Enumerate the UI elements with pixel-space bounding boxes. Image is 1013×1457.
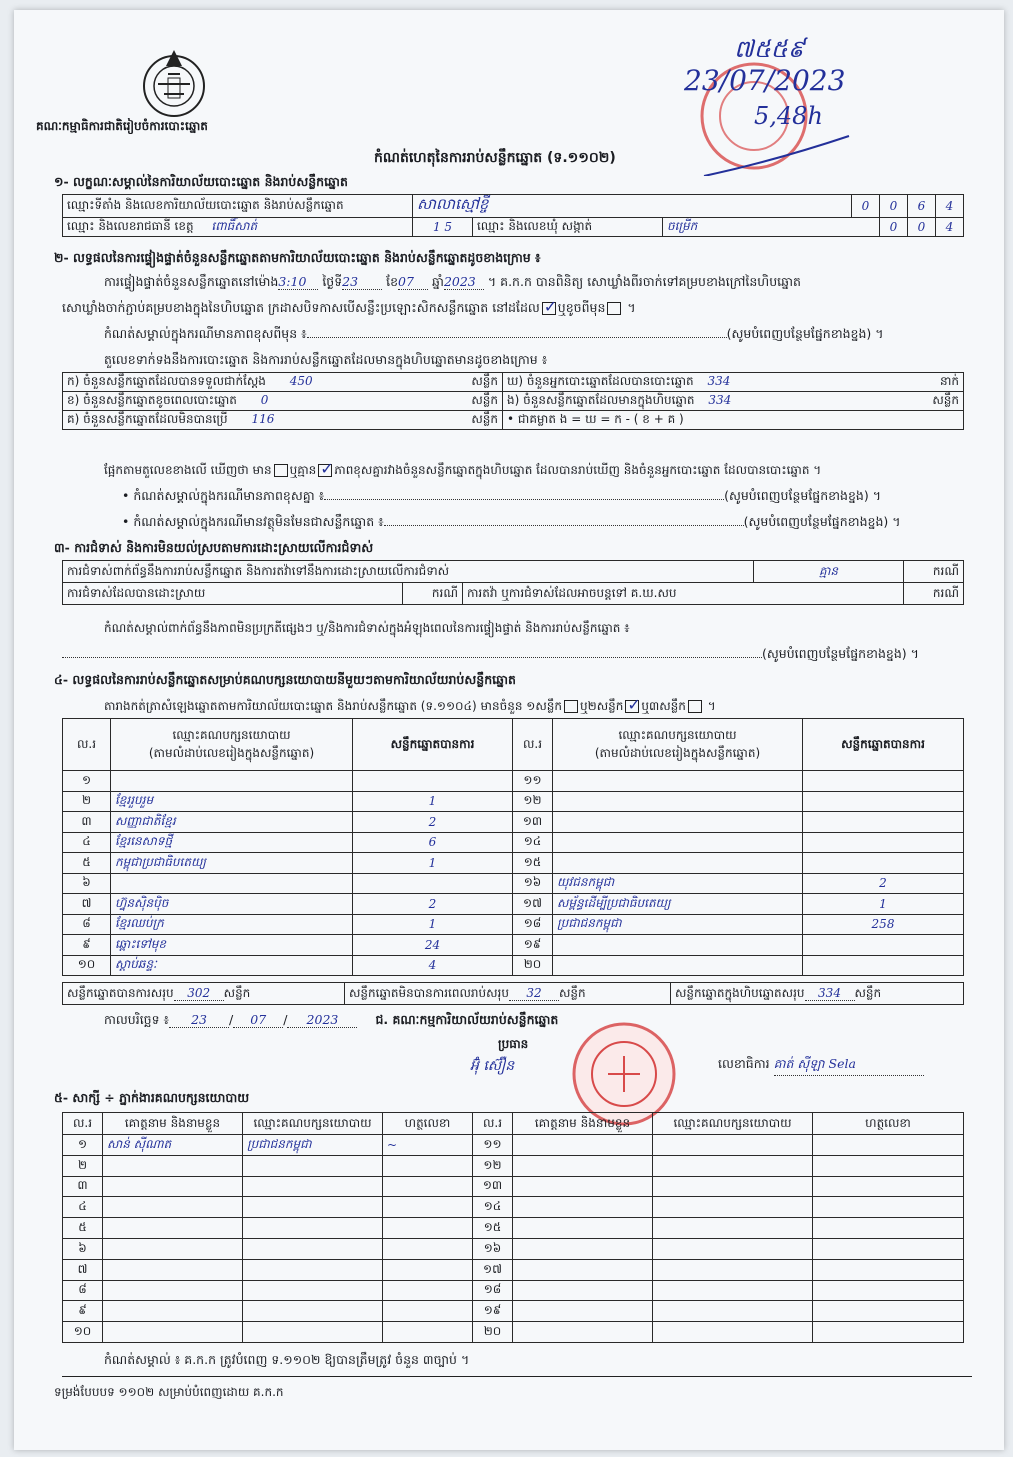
witness-row [63, 1176, 964, 1197]
witness-party [243, 1322, 383, 1343]
result-row [63, 955, 964, 976]
witness-row [63, 1259, 964, 1280]
witness-party [653, 1155, 813, 1176]
tally-sheet-line: តារាងកត់ត្រាសំឡេងឆ្នោតតាមការិយាល័យបោះឆ្នោត និងរាប់សន្លឹកឆ្នោត (ទ.១១០៤) មានចំនួន ១សន្លឹក ឬ២សន្លឹក✓ ឬ៣សន្លឹក ។ [104, 698, 716, 716]
witness-signature [383, 1155, 473, 1176]
row-number: ១៣ [473, 1176, 513, 1197]
witness-row [63, 1238, 964, 1259]
party-name [553, 812, 803, 833]
three-sheet-checkbox[interactable] [688, 700, 702, 713]
party-name [553, 832, 803, 853]
party-name: ខ្មែររួបរួម [111, 791, 353, 812]
valid-votes [803, 955, 964, 976]
party-name: ឆ្ពោះទៅមុខ [111, 935, 353, 956]
valid-votes: 2 [353, 812, 513, 833]
witness-party [243, 1155, 383, 1176]
witness-signature [813, 1280, 964, 1301]
case-label: ករណី [904, 561, 964, 583]
party-name [553, 935, 803, 956]
witness-name [103, 1322, 243, 1343]
col-signature: ហត្ថលេខា [813, 1113, 964, 1135]
row-number: ១៩ [473, 1301, 513, 1322]
col-party: ឈ្មោះគណបក្សនយោបាយ [243, 1113, 383, 1135]
col-signature: ហត្ថលេខា [383, 1113, 473, 1135]
results-table [62, 718, 964, 976]
row-number: ២០ [473, 1322, 513, 1343]
row-number: ១៩ [513, 935, 553, 956]
valid-votes: 6 [353, 832, 513, 853]
row-number: ១១ [513, 771, 553, 792]
col-party: ឈ្មោះគណបក្សនយោបាយ (តាមលំដាប់លេខរៀងក្នុងសន្លឹកឆ្នោត) [111, 719, 353, 771]
party-name [111, 873, 353, 894]
row-number: ១៤ [513, 832, 553, 853]
witness-name [513, 1238, 653, 1259]
witness-name: សាន់ ស៊ីណាត [103, 1135, 243, 1156]
row-number: ១៤ [473, 1197, 513, 1218]
witness-party: ប្រជាជនកម្ពុជា [243, 1135, 383, 1156]
witness-signature [813, 1259, 964, 1280]
witness-party [243, 1218, 383, 1239]
verification-line: ការផ្ទៀងផ្ទាត់ចំនួនសន្លឹកឆ្នោតនៅម៉ោង3:10 ថ្ងៃទី23 ខែ07 ឆ្នាំ2023 ។ គ.ក.ក បានពិនិត្យ សោឃ្លាំងពីរចាក់ទៅគម្របខាងក្រៅនៃហិបឆ្នោត [104, 274, 801, 289]
valid-votes [353, 771, 513, 792]
row-number: ១៥ [473, 1218, 513, 1239]
figures-table [62, 372, 964, 430]
figures-intro: តួលេខទាក់ទងនឹងការបោះឆ្នោត និងការរាប់សន្លឹកឆ្នោតដែលមានក្នុងហិបឆ្នោតមានដូចខាងក្រោម ៖ [104, 352, 548, 367]
stamp-date: 23/07/2023 [684, 64, 846, 97]
foreign-object-note: • កំណត់សម្គាល់ក្នុងករណីមានវត្ថុមិនមែនជាសន្លឹកឆ្នោត ៖ (សូមបំពេញបន្ថែមផ្នែកខាងខ្នង) ។ [122, 514, 901, 529]
figure-kh: ខ) ចំនួនសន្លឹកឆ្នោតខូចពេលបោះឆ្នោត 0 សន្លឹក [63, 392, 503, 411]
witness-party [243, 1197, 383, 1218]
case-label: ករណី [403, 583, 463, 605]
totals-table [62, 982, 964, 1005]
row-number: ១៧ [473, 1259, 513, 1280]
has-difference-checkbox[interactable] [274, 464, 288, 477]
party-name: ខ្មែរឈប់ក្រ [111, 914, 353, 935]
witness-party [653, 1280, 813, 1301]
witness-row [63, 1301, 964, 1322]
party-name: សញ្ញាជាតិខ្មែរ [111, 812, 353, 833]
result-row [63, 894, 964, 915]
irregularity-note: កំណត់សម្គាល់ពាក់ព័ន្ធនឹងភាពមិនប្រក្រតីផ្សេងៗ ឬ/និងការជំទាស់ក្នុងអំឡុងពេលនៃការផ្ទៀងផ្ទាត់ និងការរាប់សន្លឹកឆ្នោត ៖ [104, 621, 630, 635]
location-digit: 6 [908, 195, 936, 218]
result-row [63, 935, 964, 956]
witness-name [103, 1238, 243, 1259]
location-digit: 0 [880, 195, 908, 218]
valid-votes: 2 [803, 873, 964, 894]
witness-signature [813, 1155, 964, 1176]
row-number: ៧ [63, 894, 111, 915]
seal-line: សោឃ្លាំងចាក់ភ្ជាប់គម្របខាងក្នុងនៃហិបឆ្នោត ក្រដាសបិទកាសបើសន្លឹះប្រឡោះសិកសន្លឹកឆ្នោត នៅដដែល✓ ឬខូចពីមុន ។ [62, 300, 636, 319]
row-number: ១៧ [513, 894, 553, 915]
witness-party [653, 1301, 813, 1322]
witness-party [653, 1322, 813, 1343]
witness-name [103, 1218, 243, 1239]
row-number: ១ [63, 771, 111, 792]
party-name: ហ្វ៊ុនស៊ិនប៉ិច [111, 894, 353, 915]
witness-signature [813, 1197, 964, 1218]
witness-name [513, 1322, 653, 1343]
row-number: ៦ [63, 1238, 103, 1259]
signing-date: កាលបរិច្ឆេទ ៖ 23 / 07 / 2023 ជ. គណៈកម្មការិយាល័យរាប់សន្លឹកឆ្នោត [104, 1012, 559, 1027]
valid-votes: 1 [353, 853, 513, 874]
witness-name [513, 1176, 653, 1197]
chair-signature: អ៊ុំ ស៊ឿន [470, 1058, 515, 1074]
witness-name [513, 1135, 653, 1156]
witness-signature: ~ [383, 1135, 473, 1156]
row-number: ៣ [63, 812, 111, 833]
row-number: ៥ [63, 853, 111, 874]
witness-party [653, 1197, 813, 1218]
valid-votes [353, 873, 513, 894]
witness-name [103, 1155, 243, 1176]
valid-votes: 24 [353, 935, 513, 956]
witness-row [63, 1322, 964, 1343]
province-number: 1 5 [413, 218, 473, 237]
valid-votes [803, 832, 964, 853]
no-difference-checkbox[interactable] [318, 464, 332, 477]
valid-votes: 258 [803, 914, 964, 935]
objection-table [62, 560, 964, 605]
witness-party [653, 1259, 813, 1280]
row-number: ១៥ [513, 853, 553, 874]
col-party: ឈ្មោះគណបក្សនយោបាយ (តាមលំដាប់លេខរៀងក្នុងសន្លឹកឆ្នោត) [553, 719, 803, 771]
witness-row [63, 1280, 964, 1301]
total-invalid: សន្លឹកឆ្នោតមិនបានការពេលរាប់សរុប 32 សន្លឹក [345, 983, 671, 1005]
result-row [63, 853, 964, 874]
commune-digit: 0 [908, 218, 936, 237]
commune-digit: 0 [880, 218, 908, 237]
row-number: ១១ [473, 1135, 513, 1156]
resolved-label: ការជំទាស់ដែលបានដោះស្រាយ [63, 583, 403, 605]
row-number: ១២ [473, 1155, 513, 1176]
intact-checkbox[interactable] [542, 302, 556, 315]
valid-votes [803, 853, 964, 874]
valid-votes: 1 [803, 894, 964, 915]
witness-party [243, 1238, 383, 1259]
case-label: ករណី [904, 583, 964, 605]
party-name: ខ្មែរនេសាទថ្មី [111, 832, 353, 853]
witness-row [63, 1197, 964, 1218]
witness-signature [813, 1176, 964, 1197]
row-number: ១៨ [473, 1280, 513, 1301]
form-footer: ទម្រង់បែបបទ ១១០២ សម្រាប់បំពេញដោយ គ.ក.ក [54, 1385, 284, 1399]
party-name: ស្តាប់ឆន្ទៈ [111, 955, 353, 976]
party-name: ប្រជាជនកម្ពុជា [553, 914, 803, 935]
party-name [553, 955, 803, 976]
figure-y: ឃ) ចំនួនអ្នកបោះឆ្នោតដែលបានបោះឆ្នោត 334 នាក់ [503, 373, 964, 392]
section1-heading: ១- លក្ខណៈសម្គាល់នៃការិយាល័យបោះឆ្នោត និងរាប់សន្លឹកឆ្នោត [54, 174, 348, 189]
chair-label: ប្រធាន [498, 1037, 529, 1051]
witness-party [653, 1218, 813, 1239]
section4-heading: ៤- លទ្ធផលនៃការរាប់សន្លឹកឆ្នោតសម្រាប់គណបក្សនយោបាយនីមួយៗតាមការិយាល័យរាប់សន្លឹកឆ្នោត [54, 672, 516, 687]
party-name [553, 771, 803, 792]
location-table [62, 194, 964, 237]
witness-name [103, 1197, 243, 1218]
witness-signature [383, 1301, 473, 1322]
row-number: ៥ [63, 1218, 103, 1239]
location-digit: 0 [852, 195, 880, 218]
witness-party [653, 1176, 813, 1197]
row-number: ៩ [63, 935, 111, 956]
witness-name [103, 1176, 243, 1197]
row-number: ២ [63, 1155, 103, 1176]
figure-ng: ង) ចំនួនសន្លឹកឆ្នោតដែលមានក្នុងហិបឆ្នោត 334 សន្លឹក [503, 392, 964, 411]
difference-note: • កំណត់សម្គាល់ក្នុងករណីមានភាពខុសគ្នា ៖ (សូមបំពេញបន្ថែមផ្នែកខាងខ្នង) ។ [122, 488, 881, 503]
witness-signature [813, 1218, 964, 1239]
irregularity-note-line: (សូមបំពេញបន្ថែមផ្នែកខាងខ្នង) ។ [62, 646, 919, 665]
footer-rule [62, 1376, 972, 1377]
objection-row1-value: គ្មាន [754, 561, 904, 583]
result-row [63, 832, 964, 853]
witness-name [513, 1301, 653, 1322]
col-no: ល.រ [63, 719, 111, 771]
party-name [553, 853, 803, 874]
form-page [14, 10, 1004, 1450]
col-votes: សន្លឹកឆ្នោតបានការ [803, 719, 964, 771]
row-number: ១៦ [473, 1238, 513, 1259]
witness-signature [813, 1135, 964, 1156]
col-no: ល.រ [513, 719, 553, 771]
party-name [111, 771, 353, 792]
form-title: កំណត់ហេតុនៃការរាប់សន្លឹកឆ្នោត (ទ.១១០២) [374, 150, 616, 166]
row-number: ៨ [63, 1280, 103, 1301]
appeal-label: ការតវ៉ា ឬការជំទាស់ដែលអាចបន្តទៅ គ.ឃ.សប [463, 583, 904, 605]
row-number: ១០ [63, 955, 111, 976]
section5-heading: ៥- សាក្សី ÷ ភ្នាក់ងារគណបក្សនយោបាយ [54, 1090, 250, 1105]
party-name [553, 791, 803, 812]
valid-votes [803, 812, 964, 833]
witness-signature [383, 1176, 473, 1197]
section3-heading: ៣- ការជំទាស់ និងការមិនយល់ស្របតាមការដោះស្រាយលើការជំទាស់ [54, 540, 374, 555]
witness-party [243, 1301, 383, 1322]
commission-name: គណៈកម្មាធិការជាតិរៀបចំការបោះឆ្នោត [36, 119, 208, 133]
witness-table [62, 1112, 964, 1343]
location-value: សាលាស្មៅខ្ចី [413, 195, 852, 218]
row-number: ៩ [63, 1301, 103, 1322]
valid-votes: 1 [353, 791, 513, 812]
nec-emblem-icon [138, 44, 210, 124]
location-digit: 4 [936, 195, 964, 218]
figure-g: គ) ចំនួនសន្លឹកឆ្នោតដែលមិនបានប្រើ 116 សន្លឹក [63, 411, 503, 430]
figure-formula: • ជាគម្លាត ង = ឃ = ក - ( ខ + គ ) [503, 411, 964, 430]
province-cell: ឈ្មោះ និងលេខរាជធានី ខេត្ត ពោធិ៍សាត់ [63, 218, 413, 237]
witness-signature [383, 1238, 473, 1259]
valid-votes: 2 [353, 894, 513, 915]
row-number: ២ [63, 791, 111, 812]
party-name: យុវជនកម្ពុជា [553, 873, 803, 894]
secretary: លេខាធិការ គាត់ ស៊ីឡា Sela [718, 1056, 924, 1076]
witness-signature [813, 1238, 964, 1259]
stamp-number: ៧៥៥៩ [734, 35, 805, 63]
witness-name [103, 1301, 243, 1322]
witness-signature [383, 1322, 473, 1343]
witness-signature [383, 1280, 473, 1301]
result-row [63, 791, 964, 812]
row-number: ១០ [63, 1322, 103, 1343]
row-number: ១៦ [513, 873, 553, 894]
witness-name [103, 1280, 243, 1301]
party-name: កម្ពុជាប្រជាធិបតេយ្យ [111, 853, 353, 874]
witness-signature [813, 1301, 964, 1322]
valid-votes: 1 [353, 914, 513, 935]
col-party: ឈ្មោះគណបក្សនយោបាយ [653, 1113, 813, 1135]
section2-heading: ២- លទ្ធផលនៃការផ្ទៀងផ្ទាត់ចំនួនសន្លឹកឆ្នោតតាមការិយាល័យបោះឆ្នោត និងរាប់សន្លឹកឆ្នោតដូចខាងក្រោម ៖ [54, 250, 541, 265]
witness-name [513, 1259, 653, 1280]
row-number: ១៨ [513, 914, 553, 935]
row-number: ៤ [63, 832, 111, 853]
col-name: គោត្តនាម និងនាមខ្លួន [103, 1113, 243, 1135]
stamp-time: 5,48h [754, 102, 823, 130]
witness-signature [383, 1259, 473, 1280]
valid-votes: 4 [353, 955, 513, 976]
row-number: ១ [63, 1135, 103, 1156]
witness-party [653, 1238, 813, 1259]
difference-line: ផ្អែកតាមតួលេខខាងលើ ឃើញថា មាន ឬគ្មាន✓ ភាពខុសគ្នារវាងចំនួនសន្លឹកឆ្នោតក្នុងហិបឆ្នោត ដែលបានរាប់ឃើញ និងចំនួនអ្នកបោះឆ្នោត ដែលបានបោះឆ្នោត ។ [104, 462, 821, 480]
row-number: ១២ [513, 791, 553, 812]
witness-party [243, 1176, 383, 1197]
result-row [63, 771, 964, 792]
witness-signature [383, 1197, 473, 1218]
witness-name [513, 1280, 653, 1301]
result-row [63, 914, 964, 935]
party-name: សម្ព័ន្ធដើម្បីប្រជាធិបតេយ្យ [553, 894, 803, 915]
witness-signature [383, 1218, 473, 1239]
witness-row [63, 1155, 964, 1176]
witness-row [63, 1218, 964, 1239]
witness-signature [813, 1322, 964, 1343]
witness-row [63, 1135, 964, 1156]
row-number: ១៣ [513, 812, 553, 833]
row-number: ៦ [63, 873, 111, 894]
witness-party [243, 1259, 383, 1280]
row-number: ៧ [63, 1259, 103, 1280]
row-number: ៤ [63, 1197, 103, 1218]
location-label: ឈ្មោះទីតាំង និងលេខការិយាល័យបោះឆ្នោត និងរាប់សន្លឹកឆ្នោត [63, 195, 413, 218]
col-no: ល.រ [63, 1113, 103, 1135]
witness-note: កំណត់សម្គាល់ ៖ គ.ក.ក ត្រូវបំពេញ ទ.១១០២ ឱ្យបានត្រឹមត្រូវ ចំនួន ៣ច្បាប់ ។ [104, 1352, 470, 1367]
witness-name [513, 1197, 653, 1218]
witness-party [653, 1135, 813, 1156]
row-number: ៣ [63, 1176, 103, 1197]
valid-votes [803, 935, 964, 956]
valid-votes [803, 791, 964, 812]
two-sheet-checkbox[interactable] [625, 700, 639, 713]
row-number: ២០ [513, 955, 553, 976]
witness-name [513, 1155, 653, 1176]
result-row [63, 873, 964, 894]
valid-votes [803, 771, 964, 792]
result-row [63, 812, 964, 833]
commune-digit: 4 [936, 218, 964, 237]
commune-label: ឈ្មោះ និងលេខឃុំ សង្កាត់ [473, 218, 663, 237]
witness-name [103, 1259, 243, 1280]
total-in-box: សន្លឹកឆ្នោតក្នុងហិបឆ្នោតសរុប 334 សន្លឹក [671, 983, 964, 1005]
total-valid: សន្លឹកឆ្នោតបានការសរុប 302 សន្លឹក [63, 983, 345, 1005]
difference-note-line: កំណត់សម្គាល់ក្នុងករណីមានភាពខុសពីមុន ៖ (សូមបំពេញបន្ថែមផ្នែកខាងខ្នង) ។ [104, 326, 884, 341]
commune-value: ចម្រើក [663, 218, 880, 237]
col-votes: សន្លឹកឆ្នោតបានការ [353, 719, 513, 771]
witness-party [243, 1280, 383, 1301]
damaged-checkbox[interactable] [607, 302, 621, 315]
row-number: ៨ [63, 914, 111, 935]
col-no: ល.រ [473, 1113, 513, 1135]
witness-name [513, 1218, 653, 1239]
col-name: គោត្តនាម និងនាមខ្លួន [513, 1113, 653, 1135]
figure-k: ក) ចំនួនសន្លឹកឆ្នោតដែលបានទទួលជាក់ស្តែង 450 សន្លឹក [63, 373, 503, 392]
one-sheet-checkbox[interactable] [564, 700, 578, 713]
objection-row1-label: ការជំទាស់ពាក់ព័ន្ធនឹងការរាប់សន្លឹកឆ្នោត និងការតវ៉ាទៅនឹងការដោះស្រាយលើការជំទាស់ [63, 561, 754, 583]
